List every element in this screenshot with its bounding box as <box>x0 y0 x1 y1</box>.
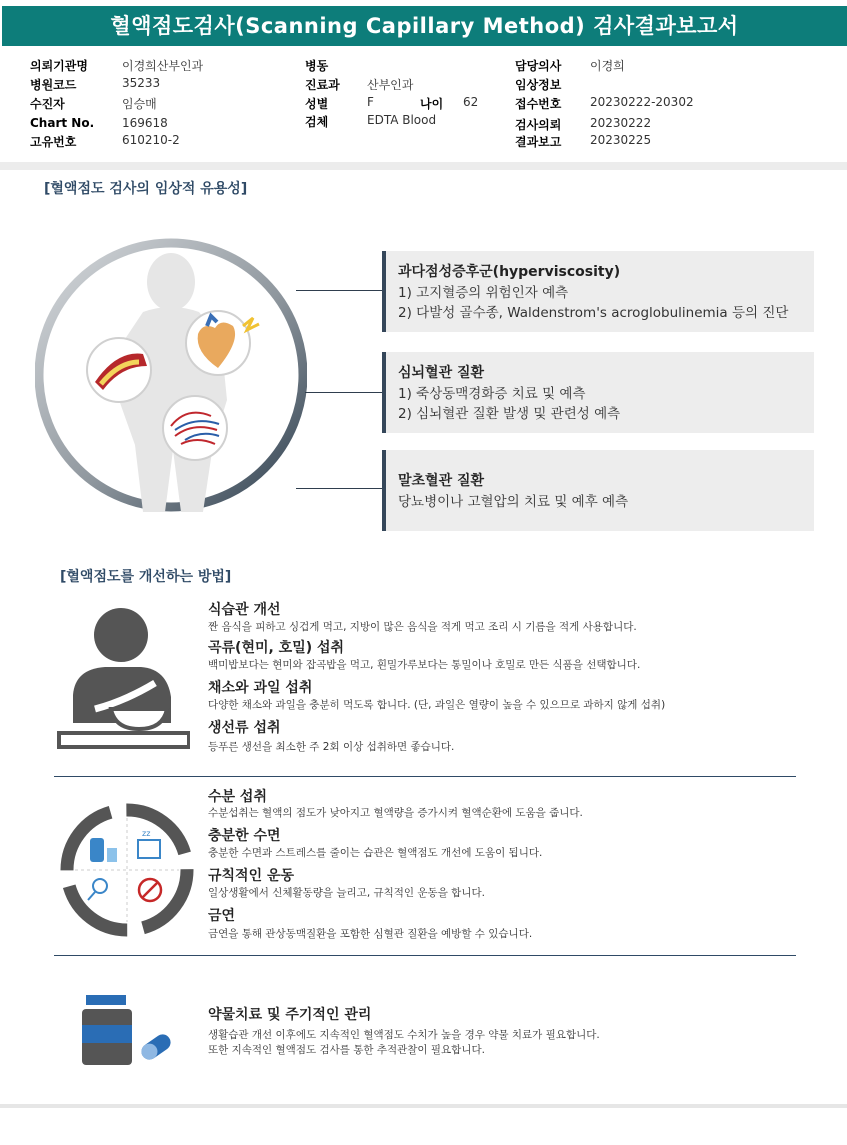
clinical-card-cardiovascular <box>382 352 814 433</box>
tip-text: 짠 음식을 피하고 싱겁게 먹고, 지방이 많은 음식을 적게 먹고 조리 시 기름을 적게 사용합니다. <box>208 621 637 633</box>
tip-title: 생선류 섭취 <box>208 720 281 736</box>
tip-text: 수분섭취는 혈액의 점도가 낮아지고 혈액량을 증가시켜 혈액순환에 도움을 줍니다. <box>208 807 583 819</box>
section-divider <box>0 162 847 170</box>
info-value: 169618 <box>122 116 168 130</box>
tip-title: 식습관 개선 <box>208 602 281 618</box>
info-row-unique-no <box>30 133 180 150</box>
tip-title: 채소와 과일 섭취 <box>208 680 313 696</box>
medication-title: 약물치료 및 주기적인 관리 <box>208 1007 372 1023</box>
tip-text: 등푸른 생선을 최소한 주 2회 이상 섭취하면 좋습니다. <box>208 741 455 753</box>
callout-line <box>296 488 382 489</box>
tip-title: 수분 섭취 <box>208 789 267 805</box>
info-row-ward <box>305 57 367 74</box>
medication-line: 또한 지속적인 혈액점도 검사를 통한 추적관찰이 필요합니다. <box>208 1044 485 1056</box>
info-row-receipt-no <box>515 95 694 112</box>
card-line: 당뇨병이나 고혈압의 치료 및 예후 예측 <box>398 494 629 510</box>
tip-text: 일상생활에서 신체활동량을 늘리고, 규칙적인 운동을 합니다. <box>208 887 485 899</box>
info-row-doctor <box>515 57 625 74</box>
info-row-hospital-code <box>30 76 160 93</box>
card-title: 과다점성증후군(hyperviscosity) <box>398 264 621 280</box>
info-value: 이경희산부인과 <box>122 59 204 73</box>
divider <box>54 955 796 956</box>
svg-text:zz: zz <box>142 829 151 838</box>
info-value: 산부인과 <box>367 78 414 92</box>
tip-title: 충분한 수면 <box>208 828 281 844</box>
tip-text: 다양한 채소와 과일을 충분히 먹도록 합니다. (단, 과일은 열량이 높을 수 있으므로 과하지 않게 섭취) <box>208 699 666 711</box>
info-value: EDTA Blood <box>367 113 437 127</box>
info-label: 수진자 <box>30 97 65 111</box>
brain-vessel-icon <box>163 396 227 460</box>
water-bottle-icon <box>90 838 117 862</box>
sleep-icon <box>138 829 160 858</box>
info-value: 임승매 <box>122 97 157 111</box>
info-row-clinical-info <box>515 76 590 93</box>
info-label: 병원코드 <box>30 78 77 92</box>
info-label: 결과보고 <box>515 135 562 149</box>
card-line: 2) 심뇌혈관 질환 발생 및 관련성 예측 <box>398 406 621 422</box>
info-value: 이경희 <box>590 59 625 73</box>
callout-line <box>296 290 382 291</box>
report-title: 혈액점도검사(Scanning Capillary Method) 검사결과보고서 <box>2 6 847 46</box>
info-row-institution <box>30 57 203 74</box>
body-circle-illustration <box>35 230 307 520</box>
divider <box>54 776 796 777</box>
pill-icon <box>138 1031 173 1062</box>
card-title: 말초혈관 질환 <box>398 473 485 489</box>
info-label: 병동 <box>305 59 329 73</box>
clinical-card-hyperviscosity <box>382 251 814 332</box>
patient-info <box>0 50 847 162</box>
card-line: 1) 죽상동맥경화증 치료 및 예측 <box>398 386 586 402</box>
info-label: 담당의사 <box>515 59 562 73</box>
clinical-card-peripheral <box>382 450 814 531</box>
age-label: 나이 <box>420 97 444 111</box>
callout-line <box>305 392 382 393</box>
no-smoking-icon <box>139 879 161 901</box>
info-label: 의뢰기관명 <box>30 59 88 73</box>
info-row-department <box>305 76 413 93</box>
tip-title: 금연 <box>208 908 236 924</box>
card-line: 2) 다발성 골수종, Waldenstrom's acroglobulinemia 등의 진단 <box>398 305 789 321</box>
lifestyle-cycle-icon <box>52 796 202 944</box>
card-line: 1) 고지혈증의 위험인자 예측 <box>398 285 569 301</box>
clinical-heading: [혈액점도 검사의 임상적 유용성] <box>44 181 248 197</box>
info-row-specimen <box>305 113 436 130</box>
info-label: Chart No. <box>30 116 95 130</box>
info-label: 성별 <box>305 97 329 111</box>
tip-title: 곡류(현미, 호밀) 섭취 <box>208 640 345 656</box>
eating-person-icon <box>55 605 190 750</box>
info-value: 610210-2 <box>122 133 180 147</box>
tip-text: 백미밥보다는 현미와 잡곡밥을 먹고, 흰밀가루보다는 통밀이나 호밀로 만든 식품을 선택합니다. <box>208 659 641 671</box>
info-value: 20230222 <box>590 116 652 130</box>
info-row-chart-no <box>30 116 168 130</box>
info-label: 임상정보 <box>515 78 562 92</box>
improve-heading: [혈액점도를 개선하는 방법] <box>60 569 232 585</box>
artery-icon <box>87 338 151 402</box>
info-label: 고유번호 <box>30 135 77 149</box>
tip-title: 규칙적인 운동 <box>208 868 295 884</box>
exercise-icon <box>88 879 107 900</box>
info-row-sex <box>305 95 478 112</box>
info-value: F <box>367 95 374 109</box>
info-value: 35233 <box>122 76 161 90</box>
info-value: 20230225 <box>590 133 652 147</box>
medicine-bottle-icon <box>78 995 178 1067</box>
info-label: 검사의뢰 <box>515 118 562 132</box>
info-row-request-date <box>515 116 651 133</box>
tip-text: 충분한 수면과 스트레스를 줄이는 습관은 혈액점도 개선에 도움이 됩니다. <box>208 847 543 859</box>
age-value: 62 <box>463 95 479 109</box>
footer-line <box>0 1104 847 1108</box>
info-value: 20230222-20302 <box>590 95 694 109</box>
card-title: 심뇌혈관 질환 <box>398 365 485 381</box>
medication-line: 생활습관 개선 이후에도 지속적인 혈액점도 수치가 높을 경우 약물 치료가 필요합니다. <box>208 1029 600 1041</box>
info-label: 접수번호 <box>515 97 562 111</box>
info-row-report-date <box>515 133 651 150</box>
tip-text: 금연을 통해 관상동맥질환을 포함한 심혈관 질환을 예방할 수 있습니다. <box>208 928 533 940</box>
info-row-patient <box>30 95 157 112</box>
info-label: 검체 <box>305 115 329 129</box>
info-label: 진료과 <box>305 78 340 92</box>
